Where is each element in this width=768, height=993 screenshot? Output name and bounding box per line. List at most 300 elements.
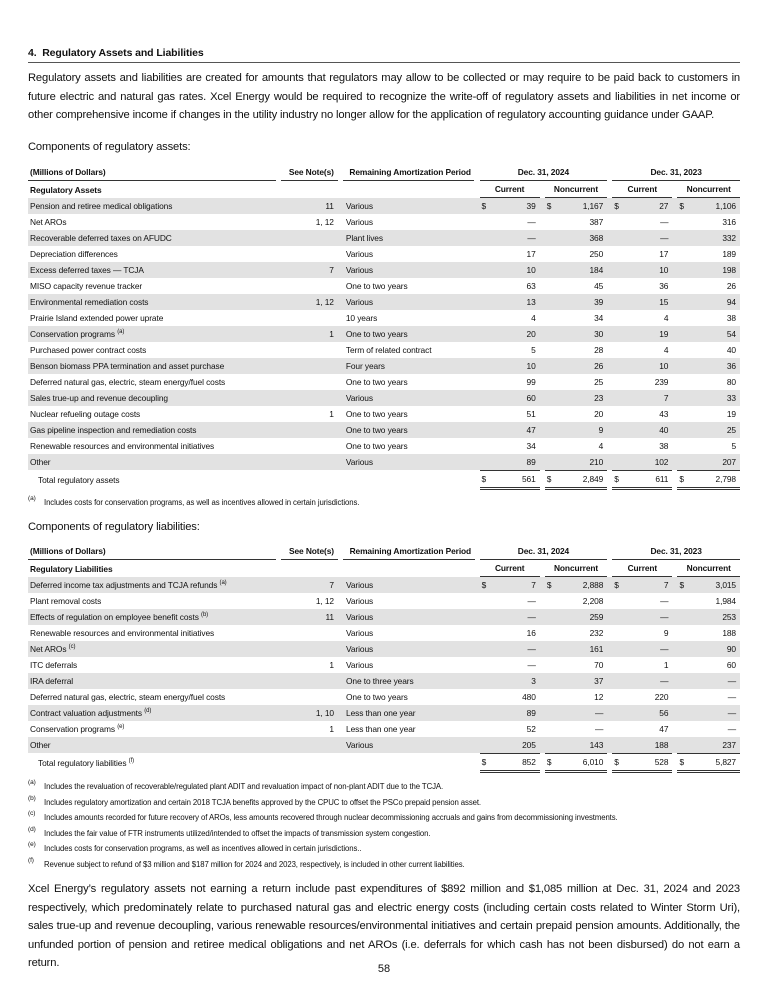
footnote-text: Includes regulatory amortization and certain 2018 TCJA benefits approved by the CPUC to offset the PSCo prepaid pension asset. bbox=[44, 797, 481, 807]
currency-symbol bbox=[480, 358, 490, 374]
noncurrent-2024-value: 2,888 bbox=[554, 577, 607, 593]
row-label: Pension and retiree medical obligations bbox=[28, 198, 276, 214]
currency-symbol bbox=[677, 278, 687, 294]
currency-symbol bbox=[612, 689, 622, 705]
row-note: 1 bbox=[329, 660, 334, 670]
current-2024-value: 60 bbox=[489, 390, 540, 406]
noncurrent-2024-value: 37 bbox=[554, 673, 607, 689]
currency-symbol bbox=[480, 625, 490, 641]
noncurrent-2024-value: 39 bbox=[554, 294, 607, 310]
total-label: Total regulatory assets bbox=[38, 475, 120, 485]
noncurrent-2023-value: 332 bbox=[687, 230, 740, 246]
currency-symbol bbox=[677, 422, 687, 438]
current-2023-value: 239 bbox=[654, 377, 669, 387]
current-2024-value: 480 bbox=[522, 692, 536, 702]
table-row bbox=[28, 454, 740, 470]
table-row bbox=[28, 310, 740, 326]
table-row bbox=[28, 721, 740, 737]
column-header-2023: Dec. 31, 2023 bbox=[612, 164, 740, 181]
noncurrent-2023-value: 90 bbox=[687, 641, 740, 657]
row-period: Various bbox=[346, 660, 374, 670]
current-2024-value: 20 bbox=[489, 326, 540, 342]
currency-symbol bbox=[612, 246, 622, 262]
column-header-current-2024: Current bbox=[480, 181, 540, 198]
noncurrent-2023-value: — bbox=[687, 673, 740, 689]
currency-symbol bbox=[545, 262, 555, 278]
column-header-current-2023: Current bbox=[612, 181, 672, 198]
noncurrent-2024-value: 387 bbox=[589, 217, 604, 227]
currency-symbol bbox=[677, 705, 687, 721]
noncurrent-2023-value: — bbox=[687, 705, 740, 721]
currency-symbol bbox=[545, 390, 555, 406]
current-2023-value: 40 bbox=[622, 422, 673, 438]
row-label: ITC deferrals bbox=[30, 660, 78, 670]
current-2023-value: 4 bbox=[663, 345, 669, 355]
noncurrent-2023-value: 25 bbox=[687, 422, 740, 438]
noncurrent-2023-value: 1,106 bbox=[687, 198, 740, 214]
currency-symbol: $ bbox=[677, 577, 687, 593]
footnote-text: Revenue subject to refund of $3 million and $187 million for 2024 and 2023, respectively, is included in other current liabilities. bbox=[44, 859, 465, 869]
row-note bbox=[281, 641, 338, 657]
row-label: Deferred natural gas, electric, steam energy/fuel costs bbox=[30, 377, 226, 387]
row-note: 1 bbox=[329, 724, 334, 734]
row-label: Nuclear refueling outage costs bbox=[30, 409, 141, 419]
current-2023-value: 56 bbox=[622, 705, 673, 721]
currency-symbol bbox=[612, 721, 622, 737]
currency-symbol bbox=[480, 390, 490, 406]
column-header-current-2024: Current bbox=[480, 560, 540, 577]
table-row bbox=[28, 390, 740, 406]
table-row bbox=[28, 609, 740, 625]
current-2023-value: 38 bbox=[659, 441, 669, 451]
noncurrent-2023-value: 237 bbox=[687, 737, 740, 753]
currency-symbol bbox=[480, 374, 490, 390]
column-header-period: Remaining Amortization Period bbox=[343, 543, 475, 560]
row-note: 1 bbox=[281, 326, 338, 342]
currency-symbol bbox=[480, 326, 490, 342]
current-2024-value: 4 bbox=[531, 313, 536, 323]
currency-symbol bbox=[480, 641, 490, 657]
footnote-ref: (d) bbox=[144, 708, 152, 714]
currency-symbol bbox=[545, 689, 555, 705]
noncurrent-2024-value: 250 bbox=[589, 249, 604, 259]
row-period: One to two years bbox=[343, 422, 475, 438]
row-note: 1, 10 bbox=[281, 705, 338, 721]
current-2023-value: 43 bbox=[659, 409, 669, 419]
current-2024-value: 99 bbox=[526, 377, 536, 387]
currency-symbol bbox=[677, 246, 687, 262]
footnote-mark: (d) bbox=[28, 825, 36, 833]
currency-symbol bbox=[480, 262, 490, 278]
currency-symbol bbox=[677, 262, 687, 278]
current-2024-value: 52 bbox=[526, 724, 536, 734]
currency-symbol bbox=[612, 641, 622, 657]
row-period: Term of related contract bbox=[345, 345, 432, 355]
current-2024-value: 39 bbox=[489, 198, 540, 214]
currency-symbol bbox=[545, 342, 555, 358]
noncurrent-2023-value: 189 bbox=[722, 249, 736, 259]
current-2023-value: 36 bbox=[659, 281, 669, 291]
current-2024-value: 63 bbox=[526, 281, 536, 291]
noncurrent-2024-value: 25 bbox=[594, 377, 604, 387]
noncurrent-2024-value: 184 bbox=[554, 262, 607, 278]
footnote-ref: (b) bbox=[201, 612, 209, 618]
intro-paragraph: Regulatory assets and liabilities are created for amounts that regulators may allow to be collected or may require to be paid back to customers in future electric and natural gas rates. Xcel Energy would be required to recognize the write-off of regulatory assets and liabilities in net income or other comprehensive income if changes in the utility industry no longer allow for the application of regulatory accounting guidance under GAAP. bbox=[28, 72, 740, 121]
noncurrent-2024-value: 232 bbox=[589, 628, 604, 638]
noncurrent-2023-value: 26 bbox=[726, 281, 736, 291]
footnote-ref: (f) bbox=[128, 758, 135, 764]
noncurrent-2023-value: 188 bbox=[722, 628, 736, 638]
table-row bbox=[28, 294, 740, 310]
currency-symbol bbox=[612, 294, 622, 310]
currency-symbol bbox=[545, 721, 555, 737]
currency-symbol bbox=[612, 406, 622, 422]
currency-symbol bbox=[677, 230, 687, 246]
row-period: Various bbox=[343, 641, 475, 657]
section-title bbox=[28, 47, 740, 63]
regulatory-liabilities-table bbox=[28, 543, 740, 773]
current-2023-value: 10 bbox=[622, 262, 673, 278]
currency-symbol bbox=[480, 673, 490, 689]
row-note bbox=[281, 625, 338, 641]
currency-symbol bbox=[677, 454, 687, 470]
row-label: Depreciation differences bbox=[30, 249, 118, 259]
current-2023-value: — bbox=[622, 609, 673, 625]
noncurrent-2023-value: 5 bbox=[731, 441, 736, 451]
currency-symbol bbox=[612, 310, 622, 326]
column-header-noncurrent-2023: Noncurrent bbox=[677, 181, 740, 198]
currency-symbol bbox=[545, 593, 555, 609]
row-label: Deferred income tax adjustments and TCJA refunds $^{(a)}$ bbox=[28, 577, 276, 593]
row-period: Various bbox=[343, 609, 475, 625]
total-noncurrent-2023: 2,798 bbox=[687, 470, 740, 490]
footnote-mark: (a) bbox=[28, 779, 36, 786]
table-row bbox=[28, 262, 740, 278]
currency-symbol bbox=[480, 406, 490, 422]
noncurrent-2024-value: 20 bbox=[594, 409, 604, 419]
currency-symbol bbox=[545, 310, 555, 326]
row-note bbox=[281, 422, 338, 438]
row-label: Conservation programs $^{(e)}$ bbox=[30, 724, 125, 734]
total-current-2024: 561 bbox=[489, 470, 540, 490]
current-2023-value: — bbox=[622, 230, 673, 246]
currency-symbol: $ bbox=[480, 753, 490, 773]
currency-symbol: $ bbox=[677, 198, 687, 214]
table-row bbox=[28, 198, 740, 214]
currency-symbol bbox=[545, 326, 555, 342]
currency-symbol bbox=[480, 422, 490, 438]
currency-symbol bbox=[677, 737, 687, 753]
currency-symbol bbox=[480, 230, 490, 246]
currency-symbol: $ bbox=[612, 470, 622, 490]
currency-symbol bbox=[545, 705, 555, 721]
noncurrent-2023-value: 1,984 bbox=[715, 596, 736, 606]
currency-symbol bbox=[677, 310, 687, 326]
row-note: 11 bbox=[281, 198, 338, 214]
current-2024-value: — bbox=[527, 596, 536, 606]
row-period: Various bbox=[343, 454, 475, 470]
current-2024-value: 16 bbox=[526, 628, 536, 638]
section-number: 4. bbox=[28, 47, 37, 59]
currency-symbol bbox=[677, 438, 687, 454]
noncurrent-2024-value: 4 bbox=[598, 441, 604, 451]
current-2023-value: 15 bbox=[622, 294, 673, 310]
current-2024-value: — bbox=[489, 230, 540, 246]
row-label: Benson biomass PPA termination and asset purchase bbox=[28, 358, 276, 374]
row-note: 11 bbox=[281, 609, 338, 625]
table-row bbox=[28, 422, 740, 438]
row-period: Various bbox=[343, 262, 475, 278]
currency-symbol bbox=[545, 230, 555, 246]
table-row bbox=[28, 737, 740, 753]
table-row bbox=[28, 705, 740, 721]
footnote-ref: (a) bbox=[219, 580, 227, 586]
noncurrent-2023-value: 33 bbox=[687, 390, 740, 406]
row-label: Deferred natural gas, electric, steam energy/fuel costs bbox=[30, 692, 226, 702]
noncurrent-2024-value: 9 bbox=[554, 422, 607, 438]
current-2023-value: 7 bbox=[622, 390, 673, 406]
footnote-text: Includes costs for conservation programs, as well as incentives allowed in certain jurisdictions. bbox=[44, 498, 360, 507]
column-header-label: (Millions of Dollars) bbox=[28, 543, 276, 560]
table-row bbox=[28, 625, 740, 641]
noncurrent-2023-value: — bbox=[727, 692, 736, 702]
currency-symbol bbox=[677, 593, 687, 609]
currency-symbol bbox=[545, 358, 555, 374]
noncurrent-2024-value: 368 bbox=[554, 230, 607, 246]
row-label: Contract valuation adjustments $^{(d)}$ bbox=[28, 705, 276, 721]
regulatory-assets-table bbox=[28, 164, 740, 490]
currency-symbol bbox=[480, 721, 490, 737]
currency-symbol bbox=[480, 246, 490, 262]
noncurrent-2023-value: 60 bbox=[726, 660, 736, 670]
row-period: One to two years bbox=[346, 692, 408, 702]
row-period: Various bbox=[343, 737, 475, 753]
row-note bbox=[281, 230, 338, 246]
row-label: Net AROs $^{(c)}$ bbox=[28, 641, 276, 657]
row-label: Excess deferred taxes — TCJA bbox=[28, 262, 276, 278]
row-label: Recoverable deferred taxes on AFUDC bbox=[28, 230, 276, 246]
currency-symbol bbox=[480, 278, 490, 294]
currency-symbol bbox=[545, 454, 555, 470]
row-note bbox=[281, 358, 338, 374]
currency-symbol bbox=[612, 657, 622, 673]
current-2023-value: 10 bbox=[622, 358, 673, 374]
current-2023-value: 102 bbox=[622, 454, 673, 470]
total-row bbox=[28, 470, 740, 490]
row-note: 1, 12 bbox=[315, 217, 334, 227]
total-current-2023: 611 bbox=[622, 470, 673, 490]
current-2023-value: 4 bbox=[663, 313, 669, 323]
row-note bbox=[281, 374, 338, 390]
currency-symbol bbox=[677, 294, 687, 310]
closing-paragraph: Xcel Energy’s regulatory assets not earning a return include past expenditures of $892 million and $1,085 million at Dec. 31, 2024 and 2023 respectively, which predominately relate to purchased natural gas and electric energy costs (including certain costs related to Winter Storm Uri), sales true-up and revenue decoupling, various renewable resources/environmental initiatives and certain prepaid pension amounts. Additionally, the unfunded portion of pension and retiree medical obligations and net AROs (i.e. deferrals for which cash has not been disbursed) do not earn a return. bbox=[28, 883, 740, 969]
currency-symbol bbox=[545, 737, 555, 753]
footnote-text: Includes amounts recorded for future recovery of AROs, less amounts recovered through nuclear decommissioning accruals and gains from decommissioning investments. bbox=[44, 813, 618, 822]
currency-symbol bbox=[545, 294, 555, 310]
row-period: One to three years bbox=[343, 673, 475, 689]
noncurrent-2024-value: 26 bbox=[554, 358, 607, 374]
current-2024-value: 205 bbox=[489, 737, 540, 753]
total-noncurrent-2024: 2,849 bbox=[554, 470, 607, 490]
noncurrent-2024-value: — bbox=[554, 705, 607, 721]
noncurrent-2023-value: 3,015 bbox=[687, 577, 740, 593]
currency-symbol bbox=[612, 625, 622, 641]
currency-symbol: $ bbox=[480, 577, 490, 593]
current-2024-value: 10 bbox=[489, 262, 540, 278]
currency-symbol: $ bbox=[612, 577, 622, 593]
footnote-text: Includes the revaluation of recoverable/regulated plant ADIT and revaluation impact of non-plant ADIT due to the TCJA. bbox=[44, 782, 444, 791]
currency-symbol bbox=[677, 326, 687, 342]
current-2024-value: — bbox=[527, 217, 536, 227]
row-period: Various bbox=[343, 294, 475, 310]
currency-symbol bbox=[677, 609, 687, 625]
row-note bbox=[281, 689, 338, 705]
table-row bbox=[28, 230, 740, 246]
noncurrent-2024-value: 210 bbox=[554, 454, 607, 470]
footnote-mark: (e) bbox=[28, 841, 36, 848]
page-number: 58 bbox=[377, 963, 391, 975]
noncurrent-2023-value: 36 bbox=[687, 358, 740, 374]
noncurrent-2024-value: 28 bbox=[594, 345, 604, 355]
current-2024-value: 47 bbox=[489, 422, 540, 438]
currency-symbol bbox=[612, 609, 622, 625]
current-2023-value: 7 bbox=[622, 577, 673, 593]
table-row bbox=[28, 214, 740, 230]
row-period: Less than one year bbox=[343, 705, 475, 721]
row-period: Various bbox=[346, 596, 374, 606]
subheader-row bbox=[28, 181, 740, 198]
noncurrent-2024-value: 34 bbox=[594, 313, 604, 323]
noncurrent-2023-value: 80 bbox=[726, 377, 736, 387]
subheader-row bbox=[28, 560, 740, 577]
footnote-ref: (c) bbox=[68, 644, 76, 650]
noncurrent-2024-value: 45 bbox=[594, 281, 604, 291]
currency-symbol bbox=[545, 214, 555, 230]
row-label: Prairie Island extended power uprate bbox=[30, 313, 164, 323]
row-period: Plant lives bbox=[343, 230, 475, 246]
currency-symbol bbox=[677, 625, 687, 641]
total-current-2023: 528 bbox=[622, 753, 673, 773]
noncurrent-2024-value: — bbox=[594, 724, 604, 734]
row-note bbox=[281, 246, 338, 262]
noncurrent-2024-value: 259 bbox=[554, 609, 607, 625]
currency-symbol bbox=[677, 641, 687, 657]
currency-symbol bbox=[545, 625, 555, 641]
row-period: Various bbox=[343, 577, 475, 593]
currency-symbol bbox=[480, 454, 490, 470]
currency-symbol bbox=[612, 593, 622, 609]
currency-symbol bbox=[480, 609, 490, 625]
header-row bbox=[28, 164, 740, 181]
total-row bbox=[28, 753, 740, 773]
table-row bbox=[28, 657, 740, 673]
current-2024-value: 5 bbox=[531, 345, 536, 355]
current-2023-value: 1 bbox=[663, 660, 669, 670]
table-row bbox=[28, 342, 740, 358]
row-note bbox=[281, 737, 338, 753]
currency-symbol bbox=[545, 422, 555, 438]
currency-symbol bbox=[545, 374, 555, 390]
column-header-noncurrent-2024: Noncurrent bbox=[545, 560, 607, 577]
currency-symbol bbox=[480, 342, 490, 358]
currency-symbol: $ bbox=[545, 470, 555, 490]
footnote-text: Includes the fair value of FTR instruments utilized/intended to offset the impacts of transmission system congestion. bbox=[44, 828, 431, 838]
table-row bbox=[28, 246, 740, 262]
current-2024-value: 7 bbox=[489, 577, 540, 593]
footnote-ref: (a) bbox=[117, 329, 125, 335]
footnote-mark: (f) bbox=[28, 856, 34, 864]
table-row bbox=[28, 438, 740, 454]
row-label: Effects of regulation on employee benefit costs $^{(b)}$ bbox=[28, 609, 276, 625]
currency-symbol bbox=[677, 390, 687, 406]
noncurrent-2024-value: 30 bbox=[554, 326, 607, 342]
currency-symbol bbox=[480, 689, 490, 705]
table-row bbox=[28, 577, 740, 593]
currency-symbol bbox=[545, 406, 555, 422]
noncurrent-2024-value: 1,167 bbox=[554, 198, 607, 214]
current-2024-value: 51 bbox=[526, 409, 536, 419]
table-row bbox=[28, 326, 740, 342]
row-note bbox=[281, 390, 338, 406]
section-title-text: Regulatory Assets and Liabilities bbox=[42, 47, 204, 59]
currency-symbol bbox=[545, 641, 555, 657]
table-row bbox=[28, 673, 740, 689]
row-period: Various bbox=[343, 198, 475, 214]
noncurrent-2024-value: 12 bbox=[594, 692, 604, 702]
row-period: Less than one year bbox=[346, 724, 416, 734]
row-note: 1, 12 bbox=[315, 596, 334, 606]
column-header-noncurrent-2024: Noncurrent bbox=[545, 181, 607, 198]
currency-symbol bbox=[612, 705, 622, 721]
table-row bbox=[28, 593, 740, 609]
row-label: Environmental remediation costs bbox=[28, 294, 276, 310]
currency-symbol bbox=[677, 406, 687, 422]
row-period: One to two years bbox=[345, 377, 408, 387]
current-2023-value: 17 bbox=[659, 249, 669, 259]
row-period: 10 years bbox=[345, 313, 378, 323]
currency-symbol bbox=[545, 278, 555, 294]
currency-symbol: $ bbox=[612, 198, 622, 214]
row-label: Other bbox=[28, 454, 276, 470]
column-header-label: (Millions of Dollars) bbox=[28, 164, 276, 181]
column-header-noncurrent-2023: Noncurrent bbox=[677, 560, 740, 577]
current-2023-value: 9 bbox=[663, 628, 669, 638]
current-2023-value: — bbox=[622, 673, 673, 689]
row-label: Other bbox=[28, 737, 276, 753]
footnote-ref: (e) bbox=[117, 724, 125, 730]
currency-symbol bbox=[612, 278, 622, 294]
currency-symbol: $ bbox=[677, 470, 687, 490]
currency-symbol bbox=[612, 374, 622, 390]
currency-symbol: $ bbox=[480, 198, 490, 214]
current-2023-value: 19 bbox=[622, 326, 673, 342]
row-note bbox=[281, 673, 338, 689]
current-2024-value: 89 bbox=[489, 454, 540, 470]
current-2024-value: — bbox=[489, 641, 540, 657]
row-period: Four years bbox=[343, 358, 475, 374]
noncurrent-2023-value: 40 bbox=[726, 345, 736, 355]
currency-symbol bbox=[677, 342, 687, 358]
currency-symbol bbox=[677, 657, 687, 673]
current-2024-value: — bbox=[489, 609, 540, 625]
liabilities-heading: Components of regulatory liabilities: bbox=[28, 521, 200, 533]
row-label: Plant removal costs bbox=[30, 596, 102, 606]
footnote-mark: (c) bbox=[28, 810, 36, 817]
total-label: Total regulatory liabilities $^{(f)}$ bbox=[38, 758, 135, 768]
currency-symbol: $ bbox=[545, 577, 555, 593]
currency-symbol bbox=[612, 214, 622, 230]
currency-symbol: $ bbox=[480, 470, 490, 490]
